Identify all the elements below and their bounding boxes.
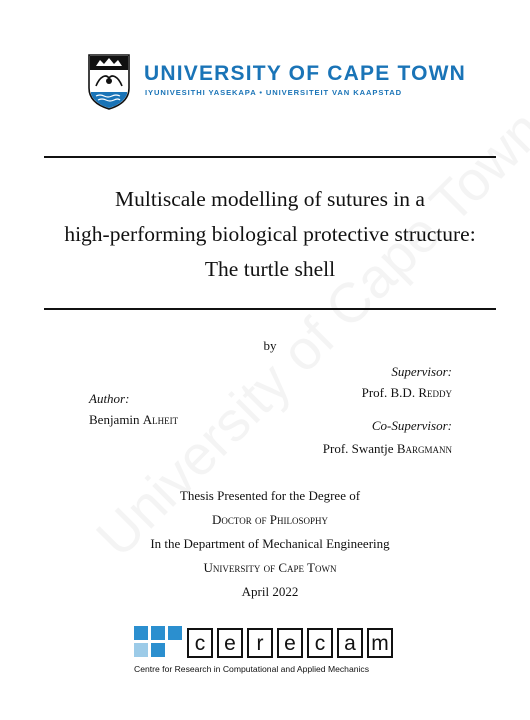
submission-date: April 2022: [241, 584, 299, 599]
logo-square-4: [134, 643, 148, 657]
logo-square-1: [134, 626, 148, 640]
letter-box: e: [277, 628, 303, 658]
cerecam-logo: [134, 626, 424, 680]
supervisor-label: Supervisor:: [391, 364, 452, 379]
title-line-1: Multiscale modelling of sutures in a: [115, 187, 425, 211]
title-line-2: high-performing biological protective structure:: [64, 222, 476, 246]
author-name: [89, 412, 178, 428]
uct-crest-icon: [88, 54, 130, 110]
letter-box: e: [217, 628, 243, 658]
co-supervisor-last: Bargmann: [396, 441, 452, 456]
letter-box: r: [247, 628, 273, 658]
logo-square-5: [151, 643, 165, 657]
cerecam-letter-boxes: [187, 628, 397, 658]
by-text: by: [263, 338, 277, 353]
logo-square-3: [168, 626, 182, 640]
bottom-rule: [44, 308, 496, 310]
uct-header: [88, 54, 468, 114]
author-label: Author:: [89, 391, 130, 406]
co-supervisor-first: Prof. Swantje: [322, 441, 397, 456]
title-line-3: The turtle shell: [204, 257, 336, 281]
supervisor-first: Prof. B.D.: [361, 385, 419, 400]
degree-line-1: Thesis Presented for the Degree of: [179, 488, 361, 503]
author-last: Alheit: [142, 412, 179, 427]
department: In the Department of Mechanical Engineering: [150, 536, 390, 551]
supervisor-last: Reddy: [418, 385, 452, 400]
co-supervisor-name: [323, 441, 452, 457]
letter-box: c: [187, 628, 213, 658]
co-supervisor-label: Co-Supervisor:: [371, 418, 452, 433]
author-first: Benjamin: [89, 412, 143, 427]
letter-box: c: [307, 628, 333, 658]
top-rule: [44, 156, 496, 158]
letter-box: a: [337, 628, 363, 658]
logo-square-2: [151, 626, 165, 640]
cerecam-caption: Centre for Research in Computational and Applied Mechanics: [134, 664, 370, 674]
university-name: UNIVERSITY OF CAPE TOWN: [144, 62, 467, 85]
degree-name: Doctor of Philosophy: [212, 512, 328, 527]
thesis-title: [30, 182, 510, 287]
supervisor-name: [362, 385, 452, 401]
letter-box: m: [367, 628, 393, 658]
university-subtitle: IYUNIVESITHI YASEKAPA • UNIVERSITEIT VAN KAAPSTAD: [145, 88, 403, 97]
degree-statement: [0, 484, 530, 604]
institution: University of Cape Town: [203, 560, 337, 575]
